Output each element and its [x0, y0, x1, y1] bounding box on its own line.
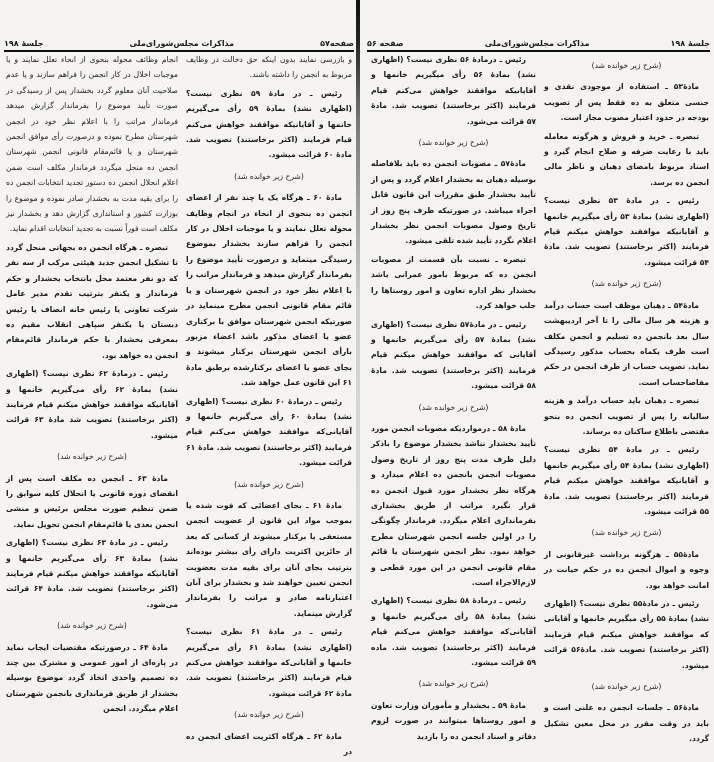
- paragraph-lead: مادهٔ ۵۸: [498, 423, 526, 433]
- paragraph-lead: مادهٔ۵۷: [500, 159, 526, 169]
- page-number: صفحه۵۷: [320, 39, 354, 48]
- article-paragraph: [186, 729, 352, 760]
- reading-note: (شرح زیر خوانده شد): [57, 621, 127, 631]
- reading-note: (شرح زیر خوانده شد): [591, 682, 662, 692]
- paragraph-text: ـ مصوبات انجمن ده باید بلافاصله بوسیله دهبان به بخشدار اعلام گردد و پس از تأیید بخشدار طبق مقررات این قانون قابل اجراء میباشد. در صورتیکه ظرف پنج روز از تاریخ وصول مصوبات انجمن نظر بخشدار اعلام نگردد تأیید شده تلقی میشود.: [371, 159, 536, 246]
- paragraph-text: ـ هرگاه انجمن ده بجهاتی منحل گردد تا تشکیل انجمن جدید هیئتی مرکب از سه نفر که دو نفر معتمد محل بانتخاب بخشدار و حکم فرماندار و یکنفر بترتیب تقدم مدیر عامل شرکت تعاونی یا رئیس خانه انصاف یا رئیس دبستان یا یکنفر سپاهی انقلاب مقیم ده بمعرفی بخشدار با حکم فرماندار قائم‌مقام انجمن ده خواهد بود.: [6, 242, 178, 360]
- paragraph-lead: مادهٔ۵۳: [673, 82, 699, 92]
- page-header: [4, 36, 354, 52]
- article-paragraph: [544, 393, 709, 439]
- article-paragraph: [544, 442, 709, 519]
- text-column: [6, 52, 178, 720]
- paragraph-text: ـ در مادهٔ ۶۱ نظری نیست؟ (اظهاری نشد) بمادهٔ ۶۱ رأی می‌گیریم خانمها و آقایانی‌که موافقند خواهش می‌کنم قیام فرمایند (اکثر برخاستند) تصویب شد. مادهٔ ۶۲ قرائت میشود.: [186, 627, 352, 698]
- article-paragraph: [544, 596, 709, 673]
- paragraph-lead: تبصره: [503, 254, 526, 264]
- article-paragraph: [371, 698, 536, 744]
- paragraph-lead: مادهٔ ۶۰: [313, 193, 343, 203]
- paragraph-text: ـ در مادهٔ۵۵ نظری نیست؟ (اظهاری نشد) بمادهٔ ۵۵ رأی میگیریم خانمها و آقایانی که موافقند خواهش میکنم قیام فرمایند (اکثر برخاستند) تصویب شد. مادهٔ۵۶ قرائت میشود.: [544, 599, 710, 670]
- paragraph-text: ـ انجمن ده مکلف است پس از انقضای دوره قانونی یا انحلال کلیه سوابق را ضمن تنظیم صورت مجلس برئیس و منشی انجمن بعدی یا قائم‌مقام انجمن تحویل نماید.: [6, 473, 178, 529]
- article-paragraph: [186, 190, 352, 390]
- publication-title: مذاکرات مجلس‌شورای‌ملی: [129, 39, 235, 48]
- paragraph-text: ـ هرگاه اکثریت اعضای انجمن ده در: [186, 731, 352, 757]
- continued-paragraph: [186, 52, 352, 83]
- text-column: [371, 52, 536, 747]
- article-paragraph: [371, 593, 536, 670]
- paragraph-lead: رئیس: [504, 319, 526, 329]
- paragraph-text: انجام وظائف محوله بنحوی از انحاء تعلل نمایند و یا موجبات اخلال در کار انجمن را فراهم سازند و یا عدم صلاحیت آنان معلوم گردد بخشدار پس از رسیدگی در صورت تأیید موضوع را بفرماندار گزارش میدهد فرماندار مراتب را با اعلام نظر خود در انجمن شهرستان مطرح نموده و درصورت رأی موافق انجمن شهرستان و یا قائم‌مقام قانونی انجمن شهرستان انجمن ده منحل میگردد فرماندار مکلف است ضمن اعلام انحلال انجمن ده دستور تجدید انتخابات انجمن ده را برای بقیه مدت به بخشدار صادر نموده و موضوع را بوزارت کشور و استانداری گزارش دهد و بخشدار نیز مکلف است فوراً نسبت به تجدید انتخابات اقدام نماید.: [6, 55, 178, 234]
- paragraph-text: ـ استفاده از موجودی نقدی و جنسی متعلق به ده فقط پس از تصویب بودجه در حدود اعتبار مصوب مجاز است.: [544, 82, 709, 123]
- continued-paragraph: [6, 52, 178, 237]
- paragraph-text: ـ در مادهٔ۵۷ نظری نیست؟ (اظهاری نشد) بمادهٔ ۵۷ رأی می‌گیریم خانمها و آقایانی که موافقند خواهش میکنم قیام فرمایند (اکثر برخاستند) تصویب شد. مادهٔ ۵۸ قرائت میشود.: [371, 319, 536, 391]
- paragraph-lead: تبصره: [145, 242, 168, 252]
- article-paragraph: [6, 640, 178, 717]
- paragraph-text: ـ دهبان موظف است حساب درآمد و هزینه هر سال مالی را تا آخر اردیبهشت سال بعد بانجمن ده تسلیم و انجمن مکلف است ظرف یکماه بحساب مذکور رسیدگی نماید. تصویب حساب از طرف انجمن در حکم مفاصاحساب است.: [544, 300, 709, 387]
- reading-note: (شرح زیر خوانده شد): [418, 138, 489, 148]
- session-number: جلسهٔ ۱۹۸: [4, 39, 44, 48]
- paragraph-lead: رئیس: [677, 445, 699, 455]
- paragraph-text: ـ درمادهٔ ۵۶ نظری نیست؟ (اظهاری نشد) بمادهٔ ۵۶ رأی میگیریم خانمها و آقایانیکه موافقند خواهش می‌کنم قیام فرمایند (اکثر برخاستند) تصویب شد. مادهٔ ۵۷ قرائت می‌شود.: [371, 55, 536, 126]
- article-paragraph: [544, 298, 709, 390]
- text-column: [186, 52, 352, 762]
- paragraph-text: ـ هرگاه یک یا چند نفر از اعضای انجمن ده بنحوی از انحاء در انجام وظایف محوله تعلل نمایند و یا موجبات اخلال در کار انجمن را فراهم سازند بخشدار بموضوع رسیدگی مینماید و درصورت تأیید موضوع را بفرماندار گزارش میدهد و فرماندار مراتب را با اعلام نظر خود در انجمن شهرستان و یا قائم مقام قانونی انجمن مطرح مینماید در صورتیکه انجمن شهرستان موافق با برکناری عضو یا اعضای مذکور باشد اعضاء مزبور بارأی انجمن شهرستان برکنار میشوند و بجای عضو یا اعضای برکنارشده برطبق مادهٔ ۶۱ این قانون عمل خواهد شد.: [186, 193, 352, 388]
- paragraph-lead: مادهٔ ۶۴: [139, 642, 168, 652]
- right-page: [361, 0, 714, 744]
- paragraph-lead: رئیس: [320, 627, 343, 637]
- paragraph-text: ـ در مادهٔ ۵۹ نظری نیست؟ (اظهاری نشد) بمادهٔ ۵۹ رأی می‌گیریم خانمها و آقایانیکه موافقند خواهش می‌کنم قیام فرمایند (اکثر برخاستند) تصویب شد. مادهٔ ۶۰ قرائت میشود.: [186, 88, 352, 160]
- paragraph-lead: رئیس: [677, 196, 699, 206]
- reading-note: (شرح زیر خوانده شد): [234, 710, 304, 720]
- paragraph-lead: مادهٔ۵۶: [673, 703, 699, 713]
- page-header: [367, 36, 710, 52]
- page-number: صفحه ۵۶: [367, 39, 404, 48]
- paragraph-text: ـ هرگونه برداشت غیرقانونی از وجوه و اموال انجمن ده در حکم خیانت در امانت خواهد بود.: [544, 549, 709, 590]
- paragraph-text: ـ درمادهٔ ۶۰ نظری نیست؟ (اظهاری نشد) بمادهٔ ۶۰ رأی می‌گیریم خانمها و آقایانی‌که موافقند خواهش می‌کنم قیام فرمایند (اکثر برخاستند) تصویب شد. مادهٔ ۶۱ قرائت میشود.: [186, 396, 352, 468]
- paragraph-text: ـ درمواردیکه مصوبات انجمن مورد تأیید بخشدار نباشد بخشدار موضوع را باذکر دلیل ظرف مدت پنج روز از تاریخ وصول مصوبات انجمن بانجمن ده اعلام میدارد و هرگاه نظر بخشدار مورد قبول انجمن ده قرار نگیرد مراتب از طریق بخشداری بفرمانداری اعلام میگردد. فرماندار چگونگی را در اولین جلسه انجمن شهرستان مطرح خواهد نمود. نظر انجمن شهرستان یا قائم مقام قانونی انجمن در این مورد قطعی و لازم‌الاجراء است.: [370, 423, 536, 587]
- text-column: [544, 52, 709, 750]
- paragraph-text: و بازرسی نمایند بدون اینکه حق دخالت در وظایف مربوط به انجمن را داشته باشند.: [186, 55, 352, 80]
- article-paragraph: [6, 240, 178, 363]
- article-paragraph: [6, 535, 178, 612]
- reading-note: (شرح زیر خوانده شد): [234, 171, 304, 181]
- paragraph-text: ـ درمادهٔ ۵۸ نظری نیست؟ (اظهاری نشد) بمادهٔ ۵۸ رأی می‌گیریم خانمها و آقایانی‌که موافقند خواهش می‌کنم قیام فرمایند (اکثر برخاستند) تصویب شد. ماده ۵۹ قرائت میشود.: [371, 596, 536, 668]
- article-paragraph: [186, 624, 352, 701]
- article-paragraph: [371, 156, 536, 248]
- paragraph-lead: رئیس: [677, 599, 699, 608]
- paragraph-lead: تبصره: [676, 131, 699, 141]
- paragraph-lead: مادهٔ۵۵: [673, 549, 699, 559]
- reading-note: (شرح زیر خوانده شد): [234, 479, 304, 489]
- paragraph-text: ـ در مادهٔ ۶۳ نظری نیست؟ (اظهاری نشد) بمادهٔ ۶۳ رأی می‌گیریم خانمها و آقایانیکه موافقند خواهش میکنم قیام فرمایند (اکثر برخاستند) تصویب شد. مادهٔ ۶۴ قرائت می‌شود.: [6, 538, 178, 609]
- paragraph-lead: مادهٔ ۵۹: [497, 700, 526, 710]
- article-paragraph: [544, 129, 709, 191]
- reading-note: (شرح زیر خوانده شد): [418, 402, 489, 412]
- paragraph-lead: مادهٔ ۶۲: [313, 731, 342, 741]
- article-paragraph: [544, 79, 709, 125]
- session-number: جلسهٔ ۱۹۸: [670, 39, 710, 48]
- article-paragraph: [544, 193, 709, 270]
- paragraph-lead: رئیس: [504, 55, 526, 64]
- reading-note: (شرح زیر خوانده شد): [591, 61, 662, 70]
- paragraph-lead: رئیس: [146, 538, 168, 548]
- reading-note: (شرح زیر خوانده شد): [418, 679, 489, 689]
- article-paragraph: [186, 394, 352, 471]
- paragraph-lead: تبصره: [676, 396, 699, 406]
- publication-title: مذاکرات مجلس‌شورای‌ملی: [484, 39, 590, 48]
- paragraph-lead: رئیس: [146, 369, 168, 379]
- article-paragraph: [6, 366, 178, 443]
- paragraph-lead: رئیس: [504, 596, 526, 606]
- paragraph-text: ـ خرید و فروش و هرگونه معامله باید با رعایت صرفه و صلاح انجام گیرد و اسناد مربوط بامضای دهبان و ناظر مالی انجمن ده برسد.: [544, 131, 709, 187]
- reading-note: (شرح زیر خوانده شد): [591, 279, 662, 289]
- paragraph-text: ـ در مادهٔ ۵۳ نظری نیست؟ (اظهاری نشد) بمادهٔ ۵۳ رأی میگیریم خانمها و آقایانیکه موافقند خواهش میکنم قیام فرمایند (اکثر برخاستند) تصویب شد. مادهٔ ۵۴ قرائت میشود.: [544, 196, 709, 267]
- paragraph-lead: مادهٔ ۶۳: [137, 473, 168, 483]
- paragraph-text: ـ بجای اعضائی که فوت شده یا بموجب مواد این قانون از عضویت انجمن مستعفی یا برکنار میشوند از کسانی که بعد از حائزین اکثریت دارای رأی بیشتر بوده‌اند بترتیب بجای آنان برای بقیه مدت بعضویت انجمن تعیین خواهند شد و بخشدار برای آنان اعتبارنامه صادر و مراتب را بفرماندار گزارش مینماید.: [186, 500, 352, 618]
- paragraph-text: ـ درمادهٔ ۶۲ نظری نیست؟ (اظهاری نشد) بمادهٔ ۶۲ رأی می‌گیریم خانمها و آقایانیکه موافقند خواهش میکنم قیام فرمایند (اکثر برخاستند) تصویب شد مادهٔ ۶۳ قرائت میشود.: [6, 369, 178, 440]
- paragraph-text: ـ جلسات انجمن ده علنی است و باید در وقت مقرر در محل معین تشکیل گردد.: [544, 703, 709, 744]
- article-paragraph: [186, 498, 352, 621]
- article-paragraph: [371, 52, 536, 129]
- paragraph-text: ـ دهبان باید حساب درآمد و هزینه سالیانه را پس از تصویب انجمن ده بنحو مقتضی باطلاع ساکنان ده برساند.: [544, 396, 709, 436]
- article-paragraph: [371, 252, 536, 314]
- book-spine: [356, 0, 360, 600]
- article-paragraph: [544, 547, 709, 593]
- article-paragraph: [371, 421, 536, 590]
- paragraph-text: ـ در مادهٔ ۵۴ نظری نیست؟ (اظهاری نشد) بمادهٔ ۵۴ رأی میگیریم خانمها و آقایانیکه موافقند خواهش میکنم قیام فرمایند (اکثر برخاستند) تصویب شد. مادهٔ ۵۵ قرائت میشود.: [544, 445, 709, 516]
- paragraph-text: ـ بخشدار و مأموران وزارت تعاون و امور روستاها میتوانند در صورت لزوم دفاتر و اسناد انجمن ده را بازدید: [371, 700, 536, 741]
- paragraph-lead: مادهٔ ۶۱: [312, 500, 342, 510]
- paragraph-text: ـ درصورتیکه مقتضیات ایجاب نماید در پاره‌ای از امور عمومی و مشترک بین چند ده تصمیم واحدی اتخاذ گردد موضوع بوسیله بخشدار از طریق فرمانداری بانجمن شهرستان اعلام میگردد. انجمن: [6, 642, 178, 714]
- article-paragraph: [544, 700, 709, 746]
- article-paragraph: [186, 86, 352, 163]
- paragraph-text: ـ نسبت بآن قسمت از مصوبات انجمن ده که مربوط بامور عمرانی باشد بخشدار نظر اداره تعاون و امور روستاها را جلب خواهد کرد.: [371, 254, 536, 311]
- article-paragraph: [6, 471, 178, 533]
- reading-note: (شرح زیر خوانده شد): [57, 452, 127, 462]
- reading-note: (شرح زیر خوانده شد): [591, 528, 662, 538]
- article-paragraph: [371, 317, 536, 394]
- paragraph-lead: مادهٔ۵۴: [673, 300, 699, 310]
- paragraph-lead: رئیس: [320, 88, 343, 98]
- paragraph-lead: رئیس: [320, 396, 342, 406]
